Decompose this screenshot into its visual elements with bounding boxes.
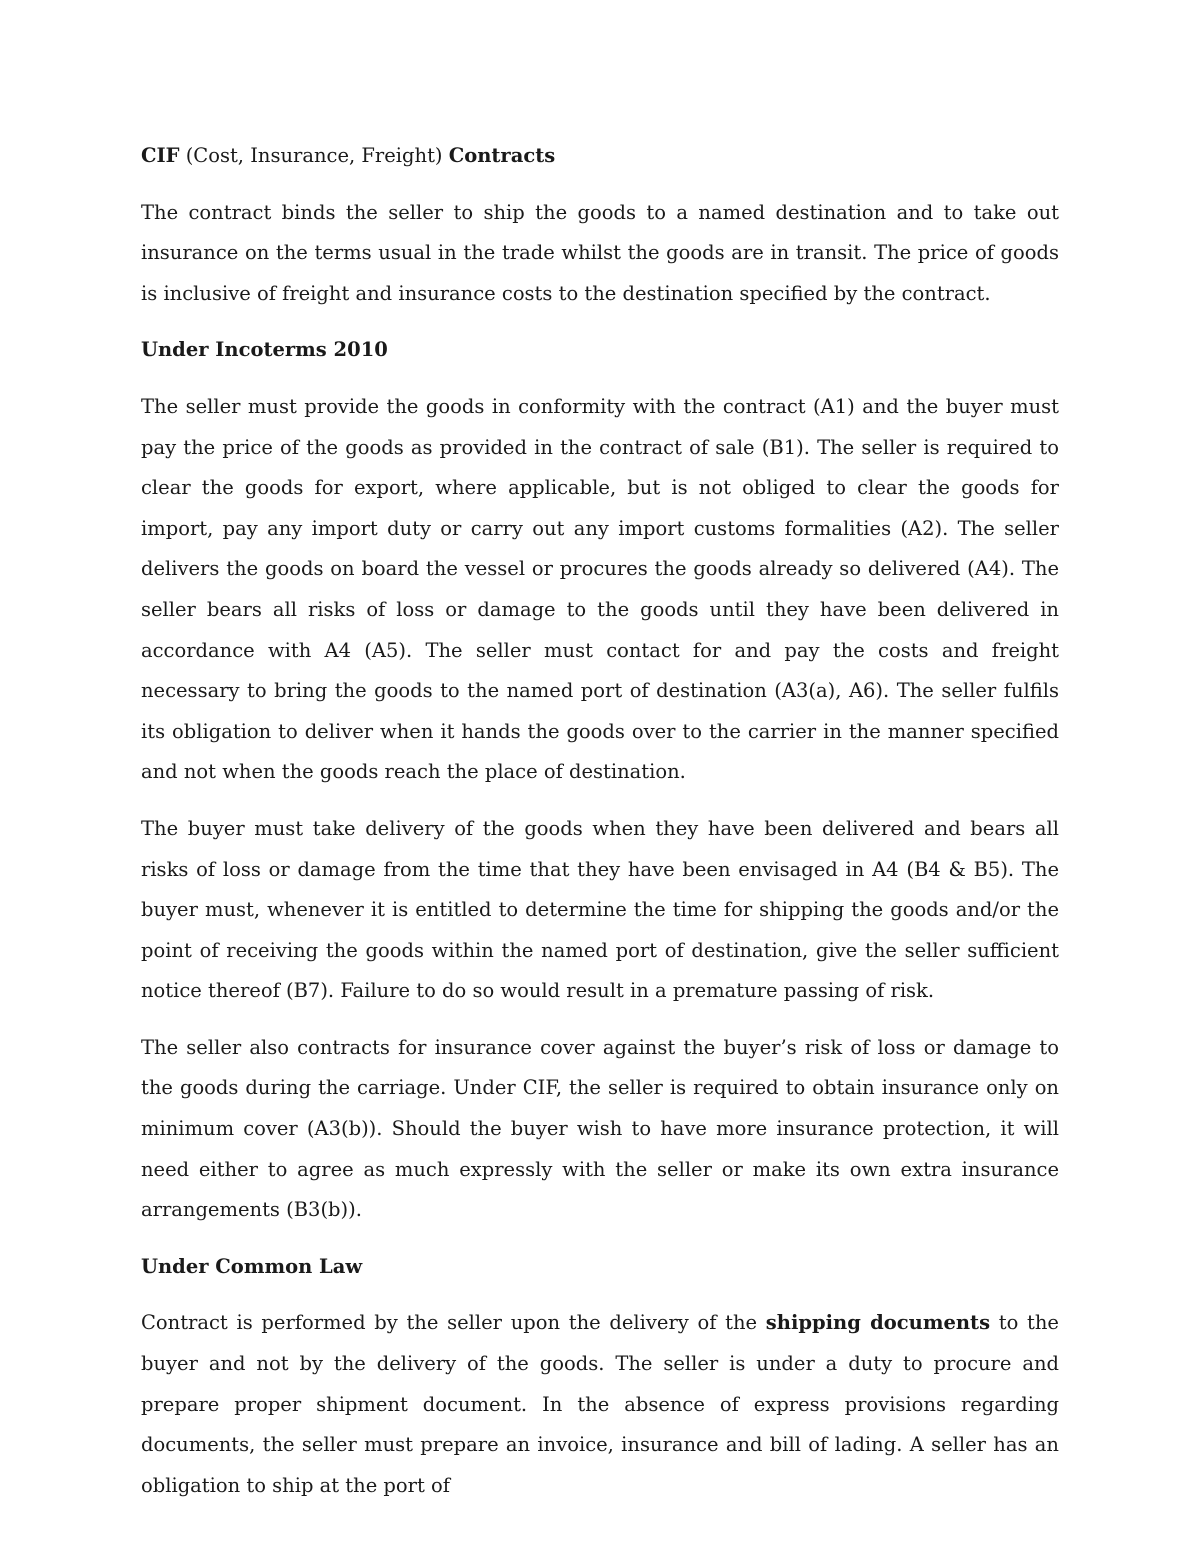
title-bold-prefix: CIF bbox=[141, 144, 180, 167]
section-heading-incoterms bbox=[141, 330, 1059, 371]
title-middle: (Cost, Insurance, Freight) bbox=[179, 144, 449, 167]
intro-paragraph: The contract binds the seller to ship the goods to a named destination and to take out insurance on the terms usual in the trade whilst the goods are in transit. The price of goods is inclusive of freight and insurance costs to the destination specified by the contract. bbox=[141, 200, 1059, 305]
incoterms-paragraph-1: The seller must provide the goods in conformity with the contract (A1) and the buyer must pay the price of the goods as provided in the contract of sale (B1). The seller is required to clear the goods for export, where applicable, but is not obliged to clear the goods for import, pay any import duty or carry out any import customs formalities (A2). The seller delivers the goods on board the vessel or procures the goods already so delivered (A4). The seller bears all risks of loss or damage to the goods until they have been delivered in accordance with A4 (A5). The seller must contact for and pay the costs and freight necessary to bring the goods to the named port of destination (A3(a), A6). The seller fulfils its obligation to deliver when it hands the goods over to the carrier in the manner specified and not when the goods reach the place of destination. bbox=[141, 394, 1059, 784]
title-bold-suffix: Contracts bbox=[448, 144, 556, 167]
section-heading-common-law-text: Under Common Law bbox=[141, 1254, 363, 1278]
document-title bbox=[141, 136, 1059, 177]
incoterms-paragraph-3: The seller also contracts for insurance cover against the buyer’s risk of loss or damage to the goods during the carriage. Under CIF, the seller is required to obtain insurance only on minimum cover (A3(b)). Should the buyer wish to have more insurance protection, it will need either to agree as much expressly with the seller or make its own extra insurance arrangements (B3(b)). bbox=[141, 1035, 1059, 1222]
document-body bbox=[141, 136, 1059, 1522]
common-law-bold-term: shipping documents bbox=[765, 1311, 991, 1335]
section-heading-incoterms-text: Under Incoterms 2010 bbox=[141, 338, 388, 362]
section-heading-common-law bbox=[141, 1247, 1059, 1288]
common-law-paragraph bbox=[141, 1303, 1059, 1506]
common-law-text-before: Contract is performed by the seller upon the delivery of the bbox=[141, 1311, 766, 1335]
incoterms-paragraph-2: The buyer must take delivery of the goods when they have been delivered and bears all risks of loss or damage from the time that they have been envisaged in A4 (B4 & B5). The buyer must, whenever it is entitled to determine the time for shipping the goods and/or the point of receiving the goods within the named port of destination, give the seller sufficient notice thereof (B7). Failure to do so would result in a premature passing of risk. bbox=[141, 816, 1059, 1003]
common-law-text-after: to the buyer and not by the delivery of the goods. The seller is under a duty to procure and prepare proper shipment document. In the absence of express provisions regarding documents, the seller must prepare an invoice, insurance and bill of lading. A seller has an obligation to ship at the port of bbox=[141, 1311, 1059, 1497]
